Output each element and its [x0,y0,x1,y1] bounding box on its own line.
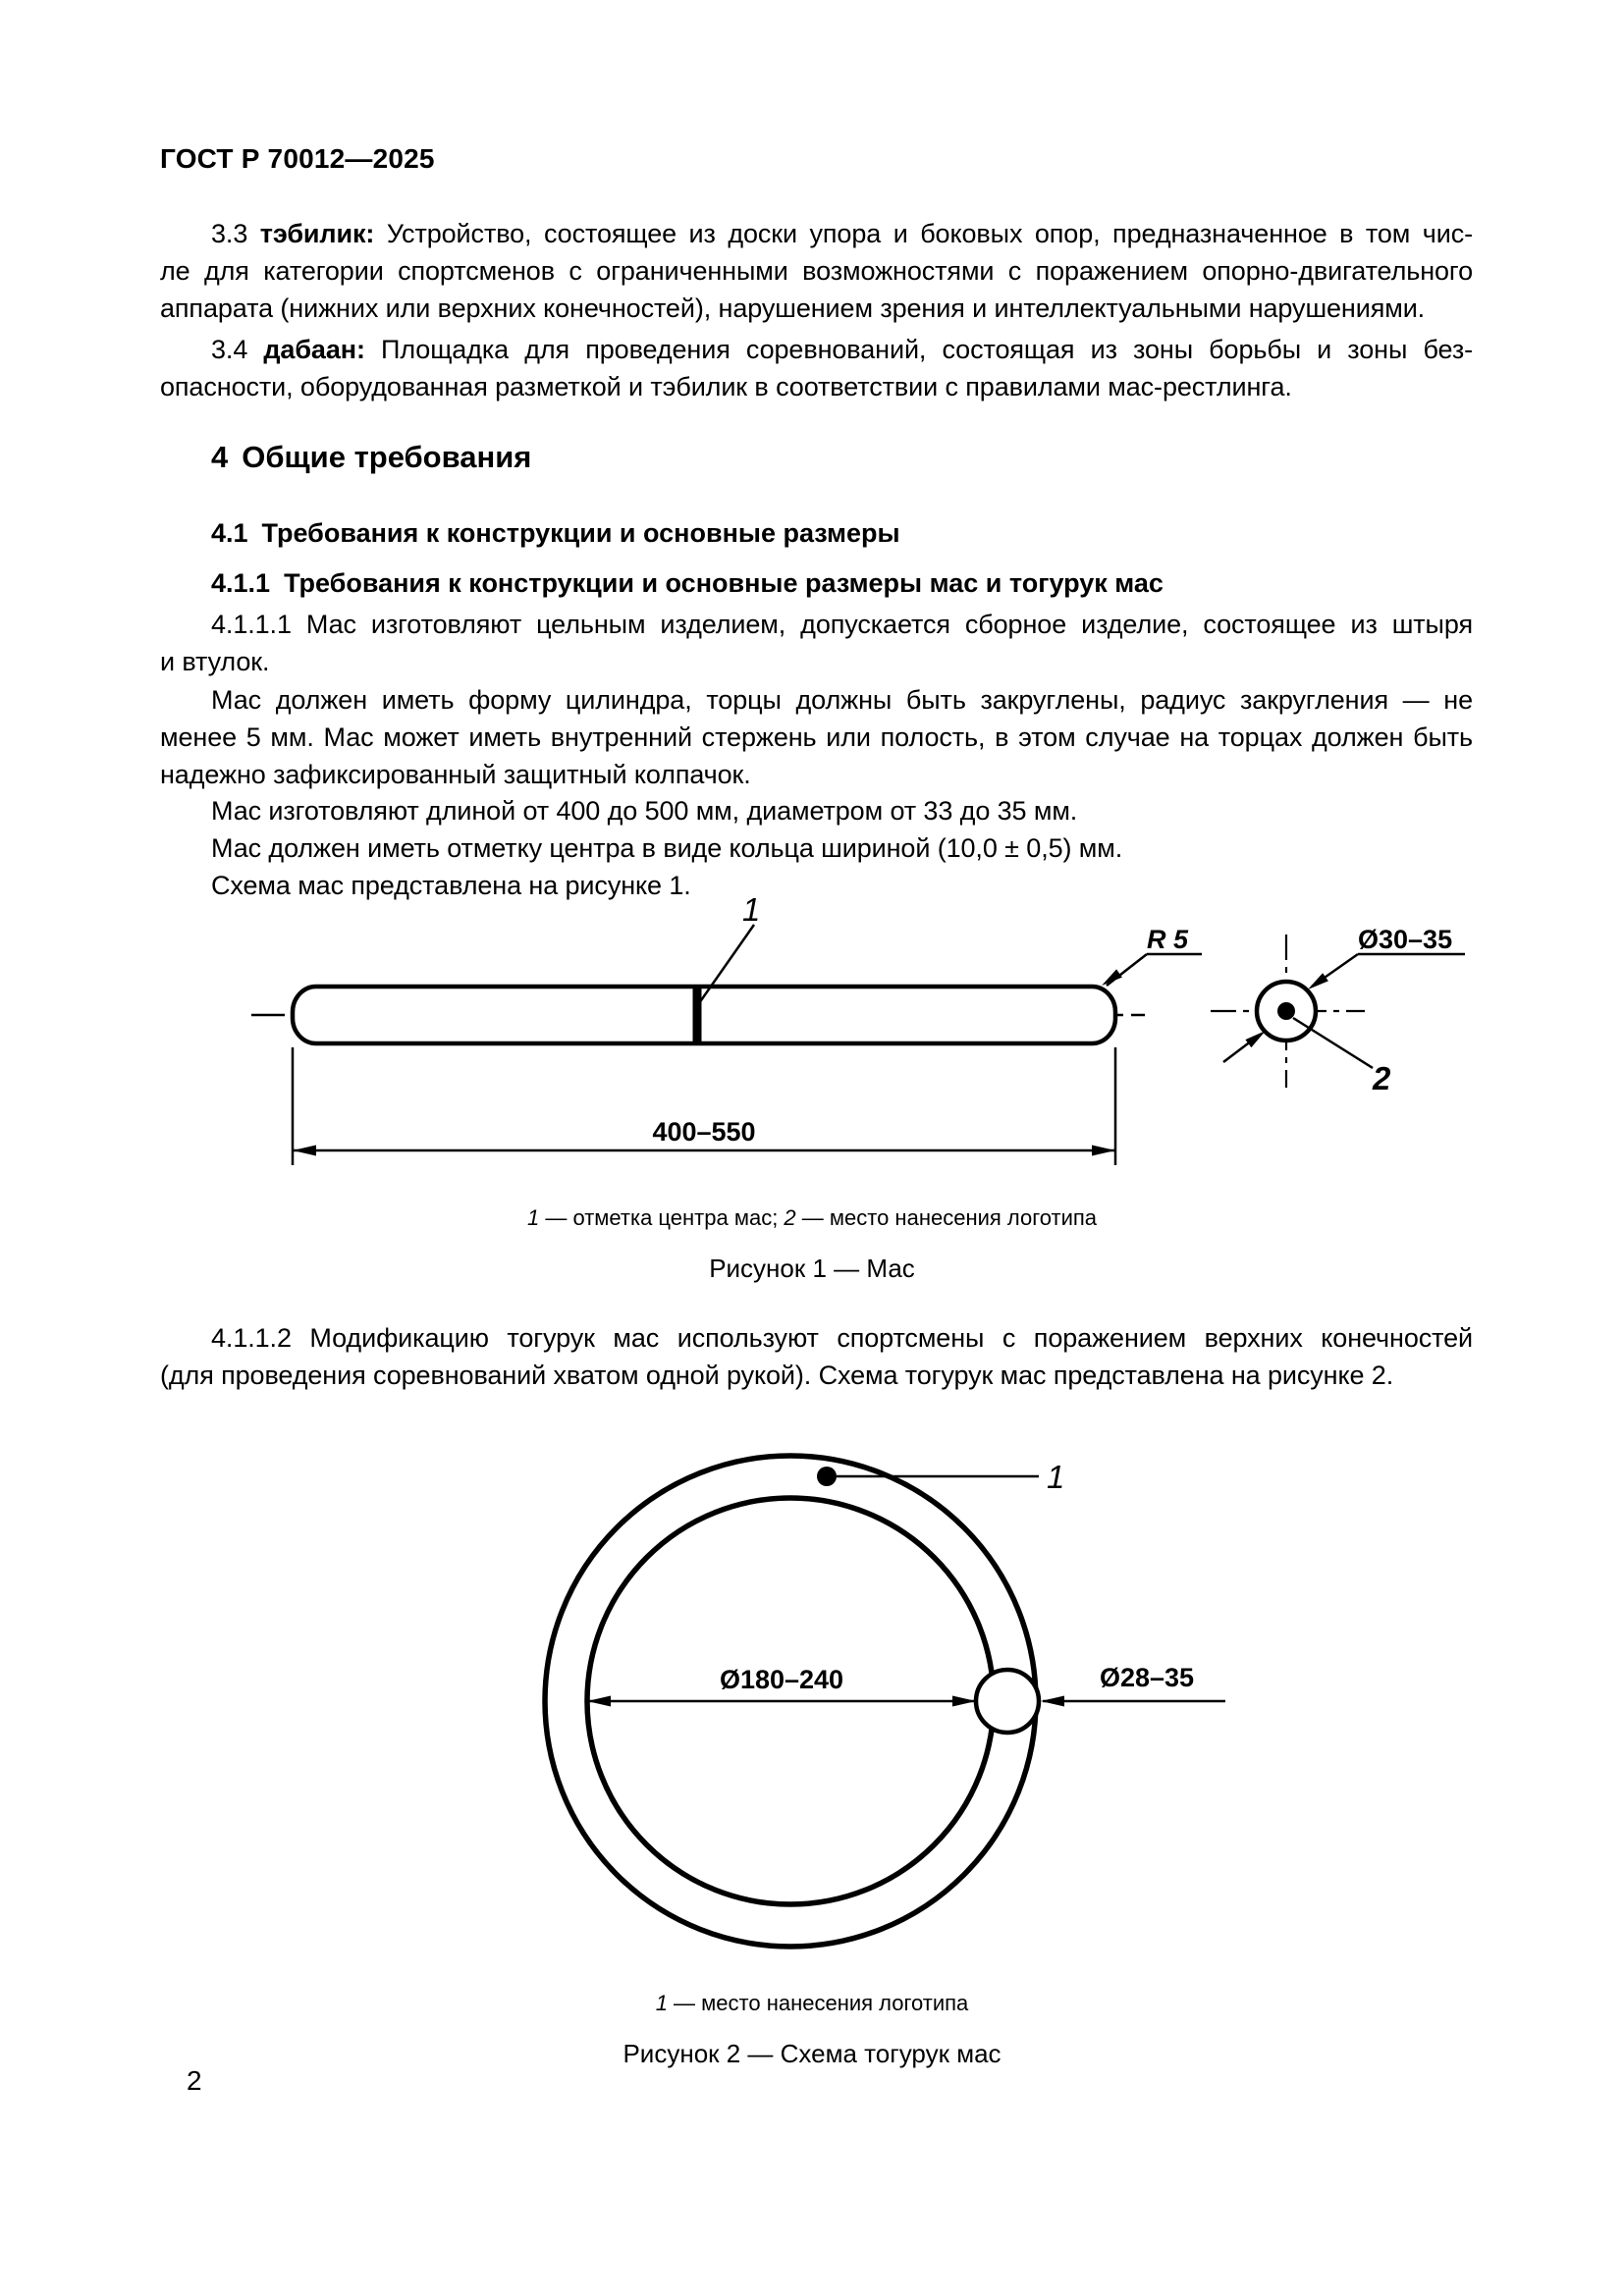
clause-3-3-line-2: ле для категории спортсменов с ограниченными возможностями с поражением опорно-двигательного [160,256,1473,286]
section-number: 4.1 [211,518,248,548]
paragraph-length [160,792,1473,829]
paragraph-cylinder [160,681,1473,793]
clause-4-1-1-1 [160,606,1473,680]
dimension-arrowhead-left [293,1146,316,1156]
term: тэбилик: [259,219,375,248]
clause-text: Устройство, состоящее из доски упора и боковых опор, предназначенное в том чис- [386,219,1474,248]
section-title: Требования к конструкции и основные размеры мас и тогурук мас [284,568,1164,598]
section-heading-4-1 [160,518,900,549]
paragraph-line: Мас должен иметь форму цилиндра, торцы должны быть закруглены, радиус закругления — не [211,685,1473,715]
section-heading-4 [160,440,531,475]
tube-diameter-arrowhead [1041,1696,1064,1707]
clause-text: Площадка для проведения соревнований, состоящая из зоны борьбы и зоны без- [381,335,1473,364]
caption-text: — место нанесения логотипа [795,1205,1098,1230]
page-number: 2 [187,2065,202,2096]
inner-diameter-label: Ø180–240 [719,1665,844,1694]
inner-diameter-arrowhead-left [587,1696,611,1707]
paragraph-line: надежно зафиксированный защитный колпачок. [160,760,751,789]
logo-point-dot [817,1467,837,1486]
section-title: Требования к конструкции и основные размеры [261,518,900,548]
clause-3-4-line-1 [160,331,1473,368]
radius-label: R 5 [1147,925,1189,954]
caption-ref-number: 1 [526,1205,540,1230]
paragraph-line: менее 5 мм. Мас может иметь внутренний стержень или полость, в этом случае на торцах должен быть [160,722,1473,752]
caption-text: — отметка центра мас; [539,1205,785,1230]
section-heading-4-1-1 [160,568,1164,599]
callout-2-leader [1293,1018,1373,1068]
clause-line: (для проведения соревнований хватом одной рукой). Схема тогурук мас представлена на рисунке 2. [160,1361,1394,1390]
section-number: 4.1.1 [211,568,271,598]
dimension-arrowhead-right [1092,1146,1115,1156]
tube-section-circle [976,1670,1039,1733]
paragraph-center-mark [160,829,1473,867]
clause-3-3 [160,215,1473,327]
clause-line: 4.1.1.1 Мас изготовляют цельным изделием, допускается сборное изделие, состоящее из штыря [211,610,1473,639]
end-diameter-arrowhead [1308,973,1328,989]
figure2-caption [0,1989,1624,2018]
callout-2-label: 2 [1373,1060,1391,1096]
caption-text: — место нанесения логотипа [667,1991,969,2015]
clause-3-4-line-2: опасности, оборудованная разметкой и тэбилик в соответствии с правилами мас-рестлинга. [160,372,1292,401]
paragraph-line: Схема мас представлена на рисунке 1. [211,871,691,900]
section-number: 4 [211,440,229,474]
clause-3-3-line-1 [160,215,1473,252]
clause-4-1-1-2 [160,1319,1473,1394]
clause-3-4 [160,331,1473,405]
end-view-center-dot [1277,1002,1295,1020]
inner-diameter-arrowhead-right [952,1696,976,1707]
clause-line: и втулок. [160,647,270,676]
figure2-title: Рисунок 2 — Схема тогурук мас [623,2039,1001,2068]
caption-ref-number: 2 [784,1205,796,1230]
clause-number: 3.3 [211,219,248,248]
figure2-drawing [0,1443,1624,1963]
figure1-drawing [0,874,1624,1168]
clause-line: 4.1.1.2 Модификацию тогурук мас используют спортсмены с поражением верхних конечностей [211,1323,1473,1353]
clause-number: 3.4 [211,335,248,364]
section-title: Общие требования [242,440,532,474]
callout-1-label: 1 [742,891,761,928]
length-dimension-text: 400–550 [652,1117,756,1147]
radius-arrowhead [1102,969,1122,986]
surface-arrowhead [1245,1031,1266,1047]
paragraph-line: Мас изготовляют длиной от 400 до 500 мм, диаметром от 33 до 35 мм. [211,796,1078,826]
end-diameter-label: Ø30–35 [1358,925,1453,954]
tube-diameter-label: Ø28–35 [1099,1663,1195,1692]
figure1-caption [0,1203,1624,1233]
doc-code: ГОСТ Р 70012—2025 [160,143,435,174]
term: дабаан: [263,335,365,364]
clause-3-3-line-3: аппарата (нижних или верхних конечностей), нарушением зрения и интеллектуальными нарушениями. [160,294,1426,323]
paragraph-line: Мас должен иметь отметку центра в виде кольца шириной (10,0 ± 0,5) мм. [211,833,1123,863]
callout-1-label: 1 [1047,1459,1065,1495]
caption-ref-number: 1 [655,1991,668,2015]
figure1-title: Рисунок 1 — Мас [709,1254,915,1283]
